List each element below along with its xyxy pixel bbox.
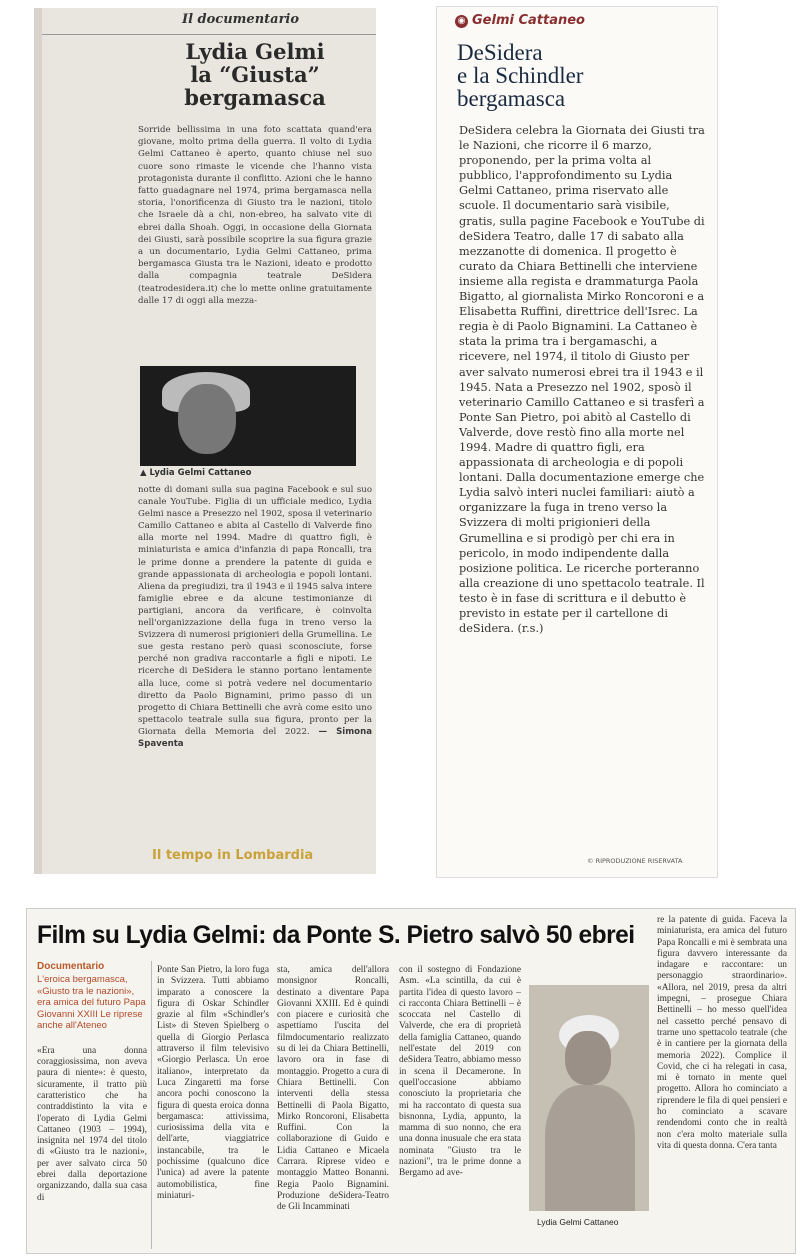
kicker: Documentario xyxy=(37,961,105,972)
copyright-notice: © RIPRODUZIONE RISERVATA xyxy=(587,857,683,865)
triangle-icon: ▲ xyxy=(140,468,147,478)
article-clipping-2 xyxy=(436,6,718,878)
headline-line: bergamasca xyxy=(184,85,326,110)
article-column-1 xyxy=(37,961,147,1204)
article-headline: Film su Lydia Gelmi: da Ponte S. Pietro salvò 50 ebrei xyxy=(37,921,635,949)
summary: L'eroica bergamasca, «Giusto tra le nazioni», era amica del futuro Papa Giovanni XXIII Le riprese anche all'Ateneo xyxy=(37,974,146,1032)
article-column-3: sta, amica dell'allora monsignor Roncalli, destinato a diventare Papa Giovanni XXIII. Ed è quindi con piacere e curiosità che aspettiamo l'uscita del filmdocumentario realizzato su di lei da Chiara Bettinelli, lavoro ora in fase di montaggio. Progetto a cura di Chiara Bettinelli. Con interventi della stessa Bettinelli di Paola Bigatto, Mirko Roncoroni, Elisabetta Ruffini. Con la collaborazione di Guido e Lidia Cattaneo e Micaela Carrara. Riprese video e montaggio Matteo Bonanni. Regia Paolo Bignamini. Produzione deSidera-Teatro de Gli Incamminati xyxy=(277,965,389,1213)
footer-banner: Il tempo in Lombardia xyxy=(152,848,314,863)
photo-caption-text: Lydia Gelmi Cattaneo xyxy=(149,468,252,478)
portrait-photo xyxy=(529,985,649,1211)
column-divider xyxy=(151,961,152,1249)
headline-line: bergamasca xyxy=(457,86,566,111)
photo-caption xyxy=(140,468,251,478)
article-body-continued xyxy=(138,484,372,750)
article-body: DeSidera celebra la Giornata dei Giusti tra le Nazioni, che ricorre il 6 marzo, proponendo, per la prima volta al pubblico, l'approfondimento su Lydia Gelmi Cattaneo, prima riservato alle scuole. Il documentario sarà visibile, gratis, sulla pagine Facebook e YouTube di deSidera Teatro, dalle 17 di sabato alla mezzanotte di domenica. Il progetto è curato da Chiara Bettinelli che interviene insieme alla regista e drammaturga Paola Bigatto, al giornalista Mirko Roncoroni e a Elisabetta Ruffini, direttrice dell'Isrec. La regia è di Paolo Bignamini. La Cattaneo è stata la prima tra i bergamaschi, a ricevere, nel 1974, il titolo di Giusto per aver salvato numerosi ebrei tra il 1943 e il 1945. Nata a Presezzo nel 1902, sposò il veterinario Camillo Cattaneo e si trasferì a Ponte San Pietro, poi abitò al Castello di Valverde, dove restò fino alla morte nel 1994. Madre di quattro figli, era appassionata di archeologia e di popoli lontani. Dalla documentazione emerge che Lydia salvò interi nuclei familiari: aiutò a organizzare la fuga in treno verso la Svizzera di molti prigionieri della Grumellina e si prodigò per chi era in pericolo, in modo indipendente dalla posizione politica. Le ricerche porteranno alla creazione di uno spettacolo teatrale. Il testo è in fase di scrittura e il debutto è previsto in estate per il cartellone di deSidera. (r.s.) xyxy=(459,124,705,636)
photo-caption: Lydia Gelmi Cattaneo xyxy=(537,1217,619,1227)
body-text: notte di domani sulla sua pagina Facebook e sul suo canale YouTube. Figlia di un ufficiale medico, Lydia Gelmi nasce a Presezzo nel 1902, sposa il veterinario Camillo Cattaneo e abita al Castello di Valverde fino alla morte nel 1994. Madre di quattro figli, è miniaturista e amica d'infanzia di papa Roncalli, tra le prime donne a prendere la patente di guida e grande appassionata di archeologia e popoli lontani. Aliena da pregiudizi, tra il 1943 e il 1945 salva intere famiglie ebree e da alcune testimonianze di partigiani, ancora da verificare, è coinvolta nell'organizzazione della fuga in treno verso la Svizzera di numerosi prigionieri della Grumellina. Le sue gesta restano però quasi sconosciute, forse perché non gradiva raccontarle a figli e nipoti. Le ricerche di DeSidera le stanno portano lentamente alla luce, come si potrà vedere nel documentario diretto da Paolo Bignamini, primo passo di un progetto di Chiara Bettinelli che avrà come esito uno spettacolo teatrale sulla sua figura, pronto per la Giornata della Memoria del 2022. xyxy=(138,485,372,737)
photo-face xyxy=(565,1031,611,1085)
article-headline xyxy=(140,40,370,109)
section-tag xyxy=(455,13,585,28)
headline-line: e la Schindler xyxy=(457,63,584,88)
byline: — Simona Spaventa xyxy=(138,726,372,749)
article-column-5: re la patente di guida. Faceva la miniaturista, era amica del futuro Papa Roncalli e mi è sembrata una figura davvero interessante da indagare e raccontare: un personaggio straordinario». «Allora, nel 2019, presa da altri impegni, – prosegue Chiara Bettinelli – ho messo quell'idea nel cassetto perché pensavo di trarne uno spettacolo teatrale (che è in cantiere per la giornata della memoria 2022). Complice il Covid, che ci ha relegati in casa, mi è tornato in mente quel progetto. Allora ho cominciato a riprendere le fila di quei pensieri e ho cominciato a scavare rendendomi conto che in realtà non c'era molto materiale sulla vita di questa donna. C'era tanta xyxy=(657,915,787,1151)
article-body: Sorride bellissima in una foto scattata quand'era giovane, molto prima della guerra. Il volto di Lydia Gelmi Cattaneo è aperto, quanto chiuse nel suo cuore sono rimaste le vicende che l'hanno vista protagonista durante il conflitto. Azioni che le hanno fatto guadagnare nel 1974, prima bergamasca nella storia, l'onorificenza di Giusto tra le nazioni, titolo che Israele dà a chi, non-ebreo, ha salvato vite di ebrei dalla Shoah. Oggi, in occasione della Giornata dei Giusti, sarà possibile scoprire la sua figura grazie a un documentario, Lydia Gelmi Cattaneo, prima bergamasca Giusta tra le Nazioni, ideato e prodotto dalla compagnia teatrale DeSidera (teatrodesidera.it) che lo mette online gratuitamente dalle 17 di oggi alla mezza- xyxy=(138,125,372,306)
section-label: Il documentario xyxy=(182,12,300,27)
article-clipping-1 xyxy=(34,8,376,874)
logo-icon: ◉ xyxy=(455,15,468,28)
article-headline xyxy=(457,41,707,110)
photo-figure xyxy=(545,1085,635,1211)
headline-line: Lydia Gelmi xyxy=(185,39,325,64)
article-clipping-3 xyxy=(26,908,796,1254)
divider xyxy=(42,34,376,35)
photo-face xyxy=(178,384,236,454)
headline-line: la “Giusta” xyxy=(190,62,320,87)
headline-line: DeSidera xyxy=(457,40,543,65)
tag-text: Gelmi Cattaneo xyxy=(472,13,585,28)
column-text: «Era una donna coraggiosissima, non aveva paura di niente»: è questo, sicuramente, il tratto più caratteristico che ha contraddistinto la vita e l'operato di Lydia Gelmi Cattaneo (1903 – 1994), insignita nel 1974 del titolo di «Giusto tra le nazioni», per aver salvato circa 50 ebrei dalla deportazione organizzando, dalla sua casa di xyxy=(37,1045,147,1203)
article-column-2: Ponte San Pietro, la loro fuga in Svizzera. Tutti abbiamo imparato a conoscere la figura di Oskar Schindler grazie al film «Schindler's List» di Steven Spielberg o quella di Giorgio Perlasca attraverso il film televisivo «Giorgio Perlasca. Un eroe italiano», interpretato da Luca Zingaretti ma forse ancora pochi conoscono la figura di questa eroica donna bergamasca: attivissima, curiosissima della vita e dell'arte, viaggiatrice instancabile, tra le pochissime (qualcuno dice l'unica) ad avere la patente automobilistica, fine miniaturi- xyxy=(157,965,269,1201)
portrait-photo xyxy=(140,366,356,466)
article-column-4: con il sostegno di Fondazione Asm. «La scintilla, da cui è partita l'idea di questo lavoro – ci racconta Chiara Bettinelli – è scoccata nel Castello di Valverde, che era di proprietà della famiglia Cattaneo, quando nell'estate del 2019 con deSidera Teatro, abbiamo messo in scena il Decamerone. In quell'occasione abbiamo conosciuto la proprietaria che mi ha raccontato di questa sua bisnonna, Lydia, appunto, la mamma di suo nonno, che era una donna inusuale che era stata nominata "Giusto tra le nazioni", tra le prime donne a Bergamo ad ave- xyxy=(399,965,521,1179)
